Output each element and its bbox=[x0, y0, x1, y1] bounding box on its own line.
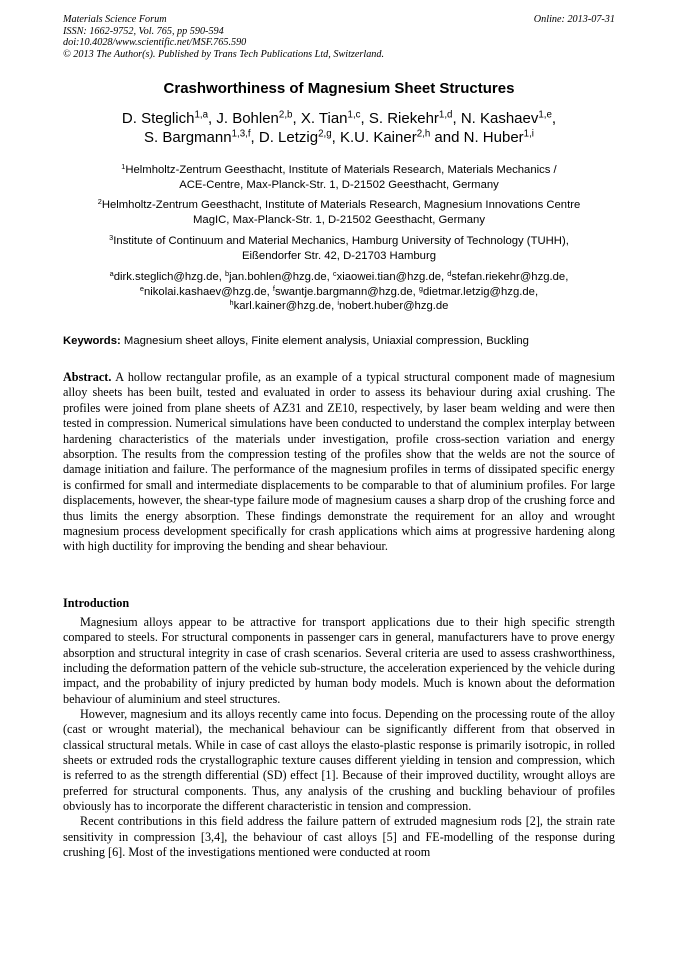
author: D. Steglich$^{1,a}$ bbox=[121, 109, 209, 127]
email[interactable]: $^i$nobert.huber@hzg.de bbox=[337, 298, 449, 313]
affiliation-2: $^2$Helmholtz-Zentrum Geesthacht, Institute of Materials Research, Magnesium Innovations Centre MagIC, Max-Planck-Str. 1, D-21502 Geesthacht, Germany bbox=[97, 196, 581, 226]
abstract-text: A hollow rectangular profile, as an example of a typical structural component made of magnesium alloy sheets has been built, tested and evaluated in order to assess its behaviour during axial crushing. The profiles were joined from plane sheets of AZ31 and ZE10, respectively, by laser beam welding and were then tested in compression. Numerical simulations have been conducted to understand the complex interplay between hardening characteristics of the materials under investigation, profile cross-section variation and energy absorption. The results from the compression testing of the profiles show that the welds are not the source of damage initiation and failure. The performance of the magnesium profiles in terms of dissipated specific energy is confirmed for small and intermediate displacements to be comparable to that of aluminium profiles. For large displacements, however, the shear-type failure mode of magnesium causes a sharp drop of the crushing force and thus limits the energy absorption. These findings demonstrate the requirement for an alloy and wrought magnesium process development specifically for crash applications which aims at progressive hardening along with high ductility for improving the bending and shear behaviour. bbox=[63, 370, 615, 554]
abstract-label: Abstract. bbox=[63, 370, 112, 384]
email[interactable]: $^d$stefan.riekehr@hzg.de bbox=[447, 268, 566, 283]
paragraph: However, magnesium and its alloys recently came into focus. Depending on the processing route of the alloy (cast or wrought material), the mechanical behaviour can be significantly different from that observed in classical structural metals. While in case of cast alloys the elasto-plastic response is primarily isotropic, in rolled sheets or extruded rods the crystallographic texture causes different yielding in tension and compression, which is referred to as the strength differential (SD) effect [1]. Because of their improved ductility, wrought alloys are preferred for structural components. Thus, any analysis of the crushing and buckling behaviour of profiles obviously has to incorporate the different characteristic in tension and compression. bbox=[63, 707, 615, 814]
abstract bbox=[63, 370, 615, 555]
email-list: $^a$dirk.steglich@hzg.de, $^b$jan.bohlen@hzg.de, $^c$xiaowei.tian@hzg.de, $^d$stefan.riekehr@hzg.de, $^e$nikolai.kashaev@hzg.de, $^f$swantje.bargmann@hzg.de, $^g$dietmar.letzig@hzg.de, $^h$karl.kainer@hzg.de, $^i$nobert.huber@hzg.de bbox=[109, 268, 569, 313]
author: D. Letzig$^{2,g}$ bbox=[258, 128, 332, 146]
copyright-line: © 2013 The Author(s). Published by Trans Tech Publications Ltd, Switzerland. bbox=[63, 48, 385, 60]
issn-line: ISSN: 1662-9752, Vol. 765, pp 590-594 bbox=[63, 25, 224, 37]
journal-name: Materials Science Forum bbox=[63, 14, 167, 25]
email[interactable]: $^e$nikolai.kashaev@hzg.de bbox=[139, 283, 267, 298]
paragraph: Magnesium alloys appear to be attractive for transport applications due to their high specific strength compared to steels. For structural components in passenger cars in general, manufacturers have to prove energy absorption and structural integrity in case of crash scenarios. Several criteria are used to assess crashworthiness, including the deformation pattern of the vehicle sub-structure, the acceleration experienced by the vehicle during impact, and the probability of injury predicted by human body models. Much is known about the deformation behaviour of aluminium and steel structures. bbox=[63, 615, 615, 706]
email[interactable]: $^c$xiaowei.tian@hzg.de bbox=[332, 268, 442, 283]
affiliation-1: $^1$Helmholtz-Zentrum Geesthacht, Institute of Materials Research, Materials Mechanics / ACE-Centre, Max-Planck-Str. 1, D-21502 Geesthacht, Germany bbox=[121, 161, 557, 191]
author: K.U. Kainer$^{2,h}$ bbox=[340, 128, 431, 146]
introduction-body bbox=[63, 615, 615, 861]
email[interactable]: $^h$karl.kainer@hzg.de bbox=[229, 298, 332, 313]
author: J. Bohlen$^{2,b}$ bbox=[216, 109, 293, 127]
affiliation-3: $^3$Institute of Continuum and Material Mechanics, Hamburg University of Technology (TUHH), Eißendorfer Str. 42, D-21703 Hamburg bbox=[109, 232, 569, 262]
author: X. Tian$^{1,c}$ bbox=[300, 109, 361, 127]
journal-header bbox=[63, 14, 615, 60]
email[interactable]: $^f$swantje.bargmann@hzg.de bbox=[272, 283, 413, 298]
keywords-label: Keywords: bbox=[63, 335, 121, 347]
author: N. Huber$^{1,i}$ bbox=[463, 128, 534, 146]
author-list: D. Steglich$^{1,a}$, J. Bohlen$^{2,b}$, X. Tian$^{1,c}$, S. Riekehr$^{1,d}$, N. Kashaev$^{1,e}$, S. Bargmann$^{1,3,f}$, D. Letzig$^{2,g}$, K.U. Kainer$^{2,h}$ and N. Huber$^{1,i}$ bbox=[121, 109, 557, 146]
paper-title: Crashworthiness of Magnesium Sheet Structures bbox=[163, 80, 515, 97]
author: S. Riekehr$^{1,d}$ bbox=[368, 109, 453, 127]
email[interactable]: $^b$jan.bohlen@hzg.de bbox=[225, 268, 327, 283]
keywords-text: Magnesium sheet alloys, Finite element analysis, Uniaxial compression, Buckling bbox=[120, 335, 529, 347]
paragraph: Recent contributions in this field address the failure pattern of extruded magnesium rods [2], the strain rate sensitivity in compression [3,4], the behaviour of cast alloys [5] and FE-modelling of the response during crushing [6]. Most of the investigations mentioned were conducted at room bbox=[63, 814, 615, 860]
section-heading: Introduction bbox=[63, 596, 130, 610]
online-date: Online: 2013-07-31 bbox=[533, 14, 615, 25]
author: S. Bargmann$^{1,3,f}$ bbox=[144, 128, 251, 146]
doi-line: doi:10.4028/www.scientific.net/MSF.765.590 bbox=[63, 37, 247, 49]
email[interactable]: $^a$dirk.steglich@hzg.de bbox=[109, 268, 219, 283]
author: N. Kashaev$^{1,e}$ bbox=[460, 109, 552, 127]
keywords bbox=[63, 334, 615, 348]
email[interactable]: $^g$dietmar.letzig@hzg.de bbox=[418, 283, 535, 298]
